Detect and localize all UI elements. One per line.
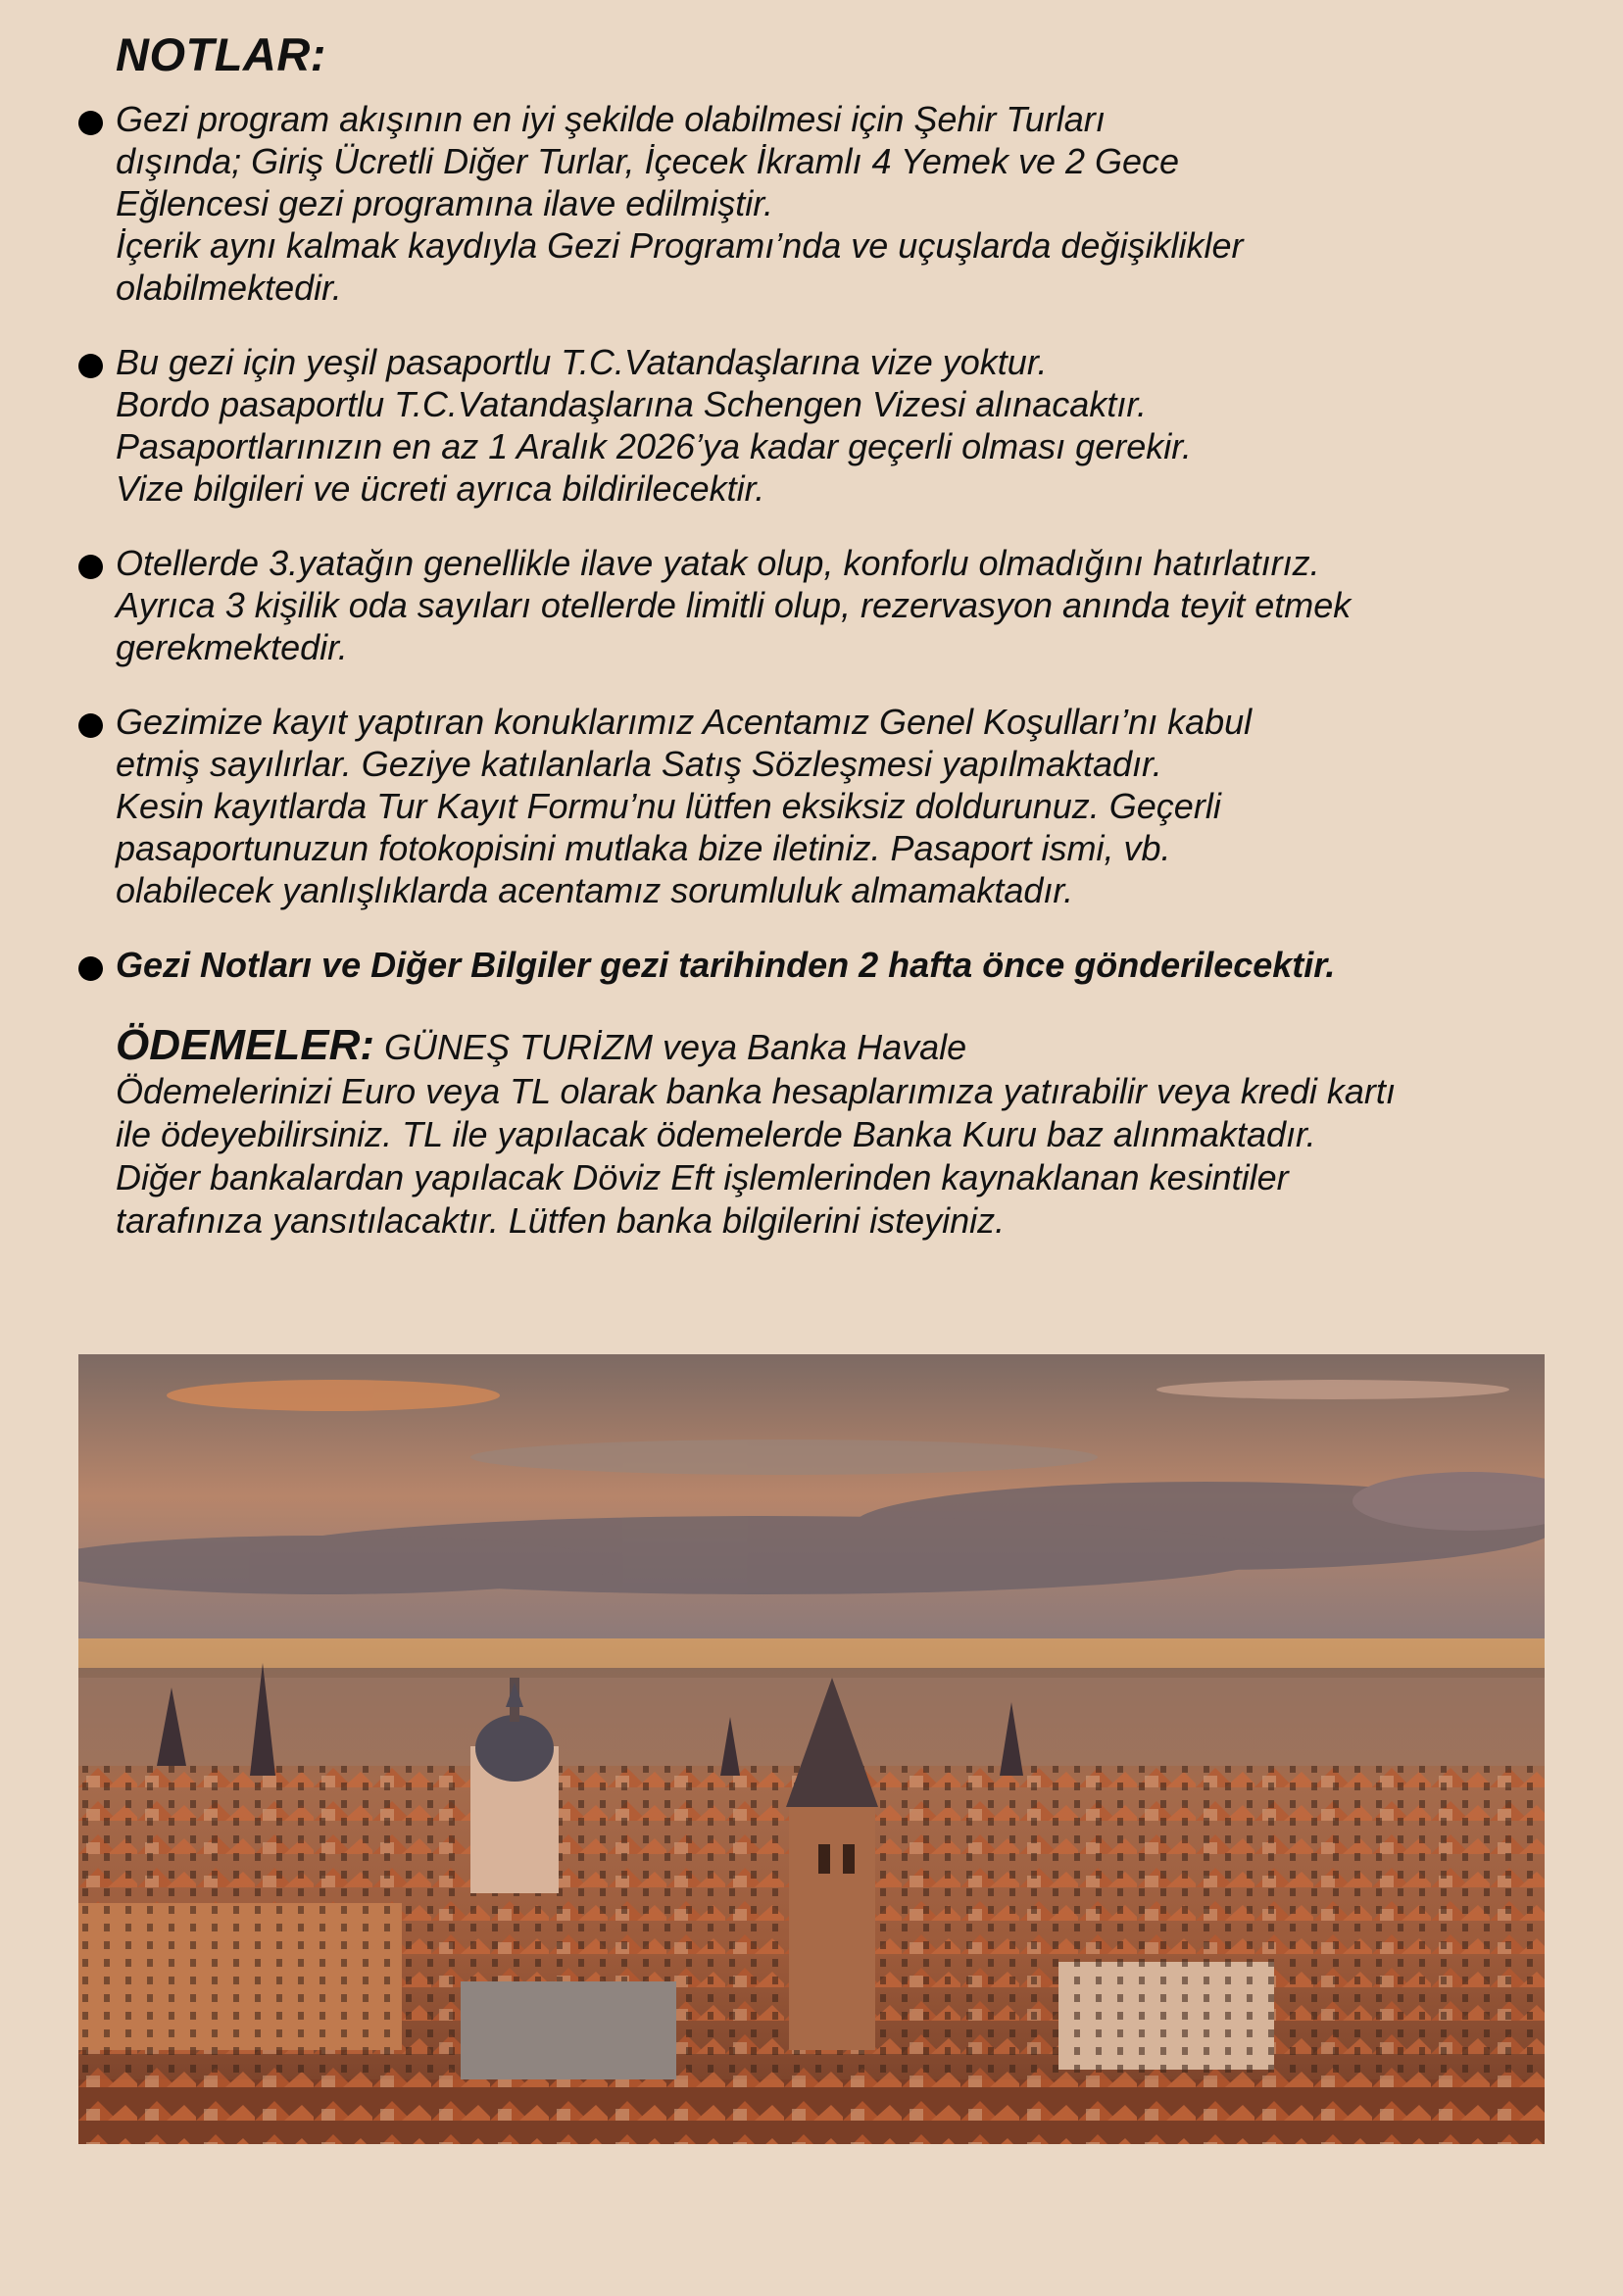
bullet-icon <box>78 111 103 135</box>
note-line: Vize bilgileri ve ücreti ayrıca bildirilecektir. <box>116 468 765 509</box>
payments-line: Ödemelerinizi Euro veya TL olarak banka hesaplarımıza yatırabilir veya kredi kartı <box>116 1071 1396 1111</box>
notes-list <box>78 98 1607 1018</box>
note-line: Ayrıca 3 kişilik oda sayıları otellerde limitli olup, rezervasyon anında teyit etmek <box>116 585 1352 625</box>
note-item-travel-info <box>78 944 1607 986</box>
note-item-hotel <box>78 542 1607 668</box>
note-line: Bu gezi için yeşil pasaportlu T.C.Vatandaşlarına vize yoktur. <box>116 342 1048 382</box>
payments-subtitle: GÜNEŞ TURİZM veya Banka Havale <box>374 1027 967 1067</box>
note-line: İçerik aynı kalmak kaydıyla Gezi Programı’nda ve uçuşlarda değişiklikler <box>116 225 1244 266</box>
note-item-program <box>78 98 1607 309</box>
note-line: Otellerde 3.yatağın genellikle ilave yatak olup, konforlu olmadığını hatırlatırız. <box>116 543 1320 583</box>
payments-section <box>116 1023 1615 1243</box>
notes-heading: NOTLAR: <box>116 28 326 80</box>
payments-line: ile ödeyebilirsiniz. TL ile yapılacak ödemelerde Banka Kuru baz alınmaktadır. <box>116 1114 1316 1154</box>
payments-line: Diğer bankalardan yapılacak Döviz Eft işlemlerinden kaynaklanan kesintiler <box>116 1157 1289 1197</box>
payments-line: tarafınıza yansıtılacaktır. Lütfen banka bilgilerini isteyiniz. <box>116 1200 1006 1241</box>
note-item-visa <box>78 341 1607 510</box>
note-line: Bordo pasaportlu T.C.Vatandaşlarına Schengen Vizesi alınacaktır. <box>116 384 1147 424</box>
bullet-icon <box>78 956 103 981</box>
note-line: etmiş sayılırlar. Geziye katılanlarla Satış Sözleşmesi yapılmaktadır. <box>116 744 1162 784</box>
note-line: Gezi program akışının en iyi şekilde olabilmesi için Şehir Turları <box>116 99 1106 139</box>
note-line: gerekmektedir. <box>116 627 348 667</box>
payments-title: ÖDEMELER: <box>116 1021 374 1069</box>
note-item-registration <box>78 701 1607 911</box>
note-line: pasaportunuzun fotokopisini mutlaka bize iletiniz. Pasaport ismi, vb. <box>116 828 1171 868</box>
note-line: Gezi Notları ve Diğer Bilgiler gezi tarihinden 2 hafta önce gönderilecektir. <box>116 945 1336 985</box>
bullet-icon <box>78 555 103 579</box>
payments-heading-line <box>116 1023 1615 1070</box>
note-line: olabilmektedir. <box>116 268 342 308</box>
bullet-icon <box>78 354 103 378</box>
note-line: Eğlencesi gezi programına ilave edilmiştir. <box>116 183 773 223</box>
note-line: dışında; Giriş Ücretli Diğer Turlar, İçecek İkramlı 4 Yemek ve 2 Gece <box>116 141 1180 181</box>
note-line: Kesin kayıtlarda Tur Kayıt Formu’nu lütfen eksiksiz doldurunuz. Geçerli <box>116 786 1221 826</box>
note-line: Gezimize kayıt yaptıran konuklarımız Acentamız Genel Koşulları’nı kabul <box>116 702 1253 742</box>
bullet-icon <box>78 713 103 738</box>
note-line: olabilecek yanlışlıklarda acentamız sorumluluk almamaktadır. <box>116 870 1074 910</box>
note-line: Pasaportlarınızın en az 1 Aralık 2026’ya kadar geçerli olması gerekir. <box>116 426 1192 466</box>
city-sunset-photo <box>78 1354 1545 2144</box>
